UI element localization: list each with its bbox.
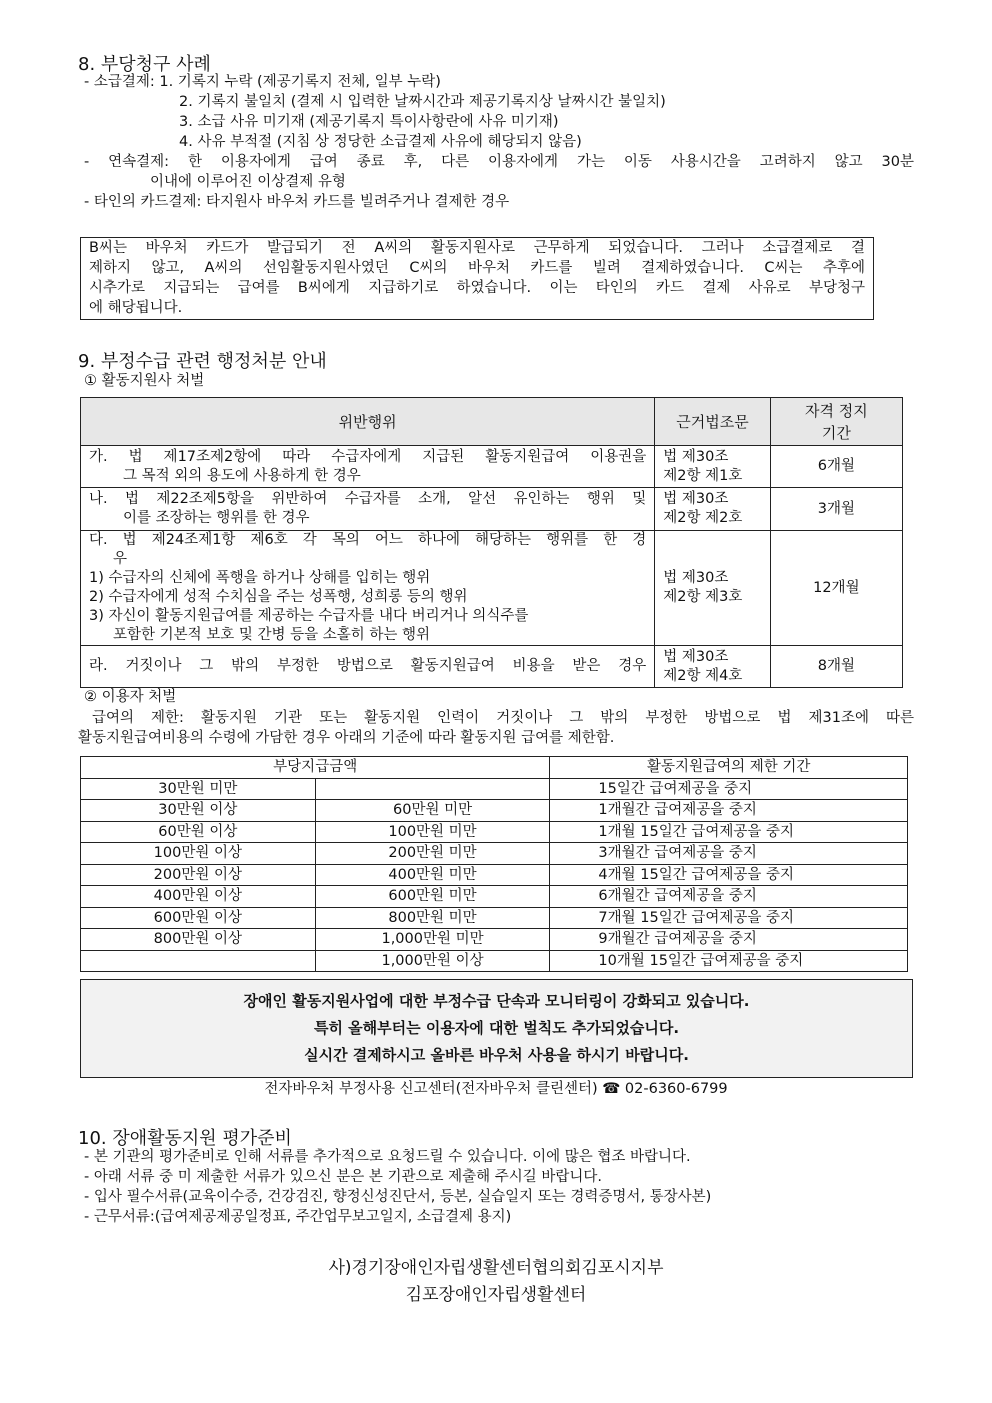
s9-sub-1: ① 활동지원사 처벌 bbox=[84, 373, 205, 389]
limit-cell: 10개월 15일간 급여제공을 중지 bbox=[550, 950, 908, 972]
s10-line-3: - 입사 필수서류(교육이수증, 건강검진, 향정신성진단서, 등본, 실습일지 또는 경력증명서, 통장사본) bbox=[84, 1189, 712, 1205]
s8-line-2: 2. 기록지 불일치 (결제 시 입력한 날짜시간과 제공기록지상 날짜시간 불일치) bbox=[179, 94, 666, 110]
basis-line: 제2항 제2호 bbox=[663, 510, 743, 526]
amount-to-cell: 1,000만원 이상 bbox=[315, 950, 550, 972]
table-header-row bbox=[81, 398, 903, 446]
s8-line-6: 이내에 이루어진 이상결제 유형 bbox=[150, 174, 346, 190]
section-8-title: 8. 부당청구 사례 bbox=[78, 54, 211, 75]
s10-line-1: - 본 기관의 평가준비로 인해 서류를 추가적으로 요청드릴 수 있습니다. 이에 많은 협조 바랍니다. bbox=[84, 1149, 691, 1165]
period-cell: 6개월 bbox=[770, 446, 902, 488]
basis-line: 법 제30조 bbox=[663, 491, 729, 507]
col-header-limit: 활동지원급여의 제한 기간 bbox=[550, 757, 908, 779]
table-row bbox=[81, 778, 908, 800]
section-10-title: 10. 장애활동지원 평가준비 bbox=[78, 1128, 292, 1149]
amount-from-cell: 60만원 이상 bbox=[81, 821, 316, 843]
limit-cell: 4개월 15일간 급여제공을 중지 bbox=[550, 864, 908, 886]
act-line: 3) 자신이 활동지원급여를 제공하는 수급자를 내다 버리거나 의식주를 bbox=[89, 608, 529, 624]
amount-from-cell: 100만원 이상 bbox=[81, 843, 316, 865]
basis-line: 법 제30조 bbox=[663, 448, 729, 465]
basis-line: 법 제30조 bbox=[663, 648, 729, 665]
act-line: 포함한 기본적 보호 및 간병 등을 소홀히 하는 행위 bbox=[113, 627, 431, 643]
amount-to-cell: 200만원 미만 bbox=[315, 843, 550, 865]
col-header-period bbox=[770, 398, 902, 446]
footer-org-1: 사)경기장애인자립생활센터협의회김포시지부 bbox=[328, 1258, 664, 1278]
period-cell: 8개월 bbox=[770, 646, 902, 688]
basis-cell bbox=[655, 531, 770, 646]
amount-from-cell: 800만원 이상 bbox=[81, 929, 316, 951]
footer-org-2: 김포장애인자립생활센터 bbox=[405, 1285, 587, 1305]
section-9-title: 9. 부정수급 관련 행정처분 안내 bbox=[78, 351, 327, 372]
amount-to-cell: 1,000만원 미만 bbox=[315, 929, 550, 951]
col-header-period-1: 자격 정지 bbox=[804, 401, 868, 420]
act-line: 이를 조장하는 행위를 한 경우 bbox=[123, 510, 310, 526]
act-line: 1) 수급자의 신체에 폭행을 하거나 상해를 입히는 행위 bbox=[89, 570, 431, 586]
table-row bbox=[81, 864, 908, 886]
amount-from-cell: 200만원 이상 bbox=[81, 864, 316, 886]
table-row bbox=[81, 446, 903, 488]
act-line: 우 bbox=[113, 551, 128, 567]
s8-line-1: - 소급결제: 1. 기록지 누락 (제공기록지 전체, 일부 누락) bbox=[84, 74, 441, 90]
table-row bbox=[81, 843, 908, 865]
s8-line-3: 3. 소급 사유 미기재 (제공기록지 특이사항란에 사유 미기재) bbox=[179, 114, 559, 130]
amount-from-cell bbox=[81, 950, 316, 972]
user-penalty-table bbox=[80, 756, 908, 972]
act-line: 2) 수급자에게 성적 수치심을 주는 성폭행, 성희롱 등의 행위 bbox=[89, 589, 468, 605]
amount-to-cell: 600만원 미만 bbox=[315, 886, 550, 908]
s9-para-1: 급여의 제한: 활동지원 기관 또는 활동지원 인력이 거짓이나 그 밖의 부정한 방법으로 법 제31조에 따른 bbox=[92, 710, 914, 726]
case-line-1: B씨는 바우처 카드가 발급되기 전 A씨의 활동지원사로 근무하게 되었습니다. 그러나 소급결제로 결 bbox=[89, 240, 865, 256]
act-line: 나. 법 제22조제5항을 위반하여 수급자를 소개, 알선 유인하는 행위 및 bbox=[89, 491, 647, 507]
table-row bbox=[81, 646, 903, 688]
period-cell: 12개월 bbox=[770, 531, 902, 646]
limit-cell: 15일간 급여제공을 중지 bbox=[550, 778, 908, 800]
case-line-2: 제하지 않고, A씨의 선임활동지원사였던 C씨의 바우처 카드를 빌려 결제하였습니다. C씨는 추후에 bbox=[89, 260, 865, 276]
table-row bbox=[81, 886, 908, 908]
amount-from-cell: 400만원 이상 bbox=[81, 886, 316, 908]
notice-line-3: 실시간 결제하시고 올바른 바우처 사용을 하시기 바랍니다. bbox=[304, 1046, 689, 1064]
basis-cell bbox=[655, 446, 770, 488]
table-row bbox=[81, 800, 908, 822]
basis-line: 법 제30조 bbox=[663, 570, 729, 586]
case-example-box bbox=[80, 237, 874, 320]
table-row bbox=[81, 488, 903, 531]
basis-cell bbox=[655, 488, 770, 531]
act-cell bbox=[81, 488, 655, 531]
notice-line-2: 특히 올해부터는 이용자에 대한 벌칙도 추가되었습니다. bbox=[313, 1019, 680, 1037]
act-line: 가. 법 제17조제2항에 따라 수급자에게 지급된 활동지원급여 이용권을 bbox=[89, 448, 647, 465]
table-row bbox=[81, 821, 908, 843]
s10-line-2: - 아래 서류 중 미 제출한 서류가 있으신 분은 본 기관으로 제출해 주시길 바랍니다. bbox=[84, 1169, 602, 1185]
limit-cell: 9개월간 급여제공을 중지 bbox=[550, 929, 908, 951]
s8-line-7: - 타인의 카드결제: 타지원사 바우처 카드를 빌려주거나 결제한 경우 bbox=[84, 194, 510, 210]
table-row bbox=[81, 907, 908, 929]
notice-box bbox=[80, 979, 913, 1078]
amount-from-cell: 30만원 이상 bbox=[81, 800, 316, 822]
amount-to-cell: 400만원 미만 bbox=[315, 864, 550, 886]
amount-from-cell: 30만원 미만 bbox=[81, 778, 316, 800]
s8-line-4: 4. 사유 부적절 (지침 상 정당한 소급결제 사유에 해당되지 않음) bbox=[179, 134, 582, 150]
act-cell bbox=[81, 646, 655, 688]
s9-sub-2: ② 이용자 처벌 bbox=[84, 689, 177, 705]
limit-cell: 7개월 15일간 급여제공을 중지 bbox=[550, 907, 908, 929]
col-header-amount: 부당지급금액 bbox=[81, 757, 550, 779]
case-line-4: 에 해당됩니다. bbox=[89, 300, 183, 316]
basis-line: 제2항 제4호 bbox=[663, 667, 743, 684]
notice-line-1: 장애인 활동지원사업에 대한 부정수급 단속과 모니터링이 강화되고 있습니다. bbox=[243, 992, 750, 1010]
case-line-3: 시추가로 지급되는 급여를 B씨에게 지급하기로 하였습니다. 이는 타인의 카드 결제 사유로 부당청구 bbox=[89, 280, 865, 296]
basis-cell bbox=[655, 646, 770, 688]
amount-to-cell bbox=[315, 778, 550, 800]
table-row bbox=[81, 531, 903, 646]
limit-cell: 1개월 15일간 급여제공을 중지 bbox=[550, 821, 908, 843]
limit-cell: 3개월간 급여제공을 중지 bbox=[550, 843, 908, 865]
report-center-line: 전자바우처 부정사용 신고센터(전자바우처 클린센터) ☎ 02-6360-6799 bbox=[264, 1081, 728, 1097]
limit-cell: 6개월간 급여제공을 중지 bbox=[550, 886, 908, 908]
act-cell bbox=[81, 446, 655, 488]
act-cell bbox=[81, 531, 655, 646]
basis-line: 제2항 제3호 bbox=[663, 589, 743, 605]
amount-from-cell: 600만원 이상 bbox=[81, 907, 316, 929]
amount-to-cell: 800만원 미만 bbox=[315, 907, 550, 929]
limit-cell: 1개월간 급여제공을 중지 bbox=[550, 800, 908, 822]
act-line: 그 목적 외의 용도에 사용하게 한 경우 bbox=[123, 467, 361, 484]
period-cell: 3개월 bbox=[770, 488, 902, 531]
s8-line-5: - 연속결제: 한 이용자에게 급여 종료 후, 다른 이용자에게 가는 이동 사용시간을 고려하지 않고 30분 bbox=[84, 154, 914, 170]
amount-to-cell: 100만원 미만 bbox=[315, 821, 550, 843]
s10-line-4: - 근무서류:(급여제공제공일정표, 주간업무보고일지, 소급결제 용지) bbox=[84, 1209, 512, 1225]
amount-to-cell: 60만원 미만 bbox=[315, 800, 550, 822]
act-line: 다. 법 제24조제1항 제6호 각 목의 어느 하나에 해당하는 행위를 한 경 bbox=[89, 532, 647, 548]
act-line: 라. 거짓이나 그 밖의 부정한 방법으로 활동지원급여 비용을 받은 경우 bbox=[89, 658, 647, 674]
col-header-period-2: 기간 bbox=[821, 423, 851, 442]
table-row bbox=[81, 929, 908, 951]
col-header-act: 위반행위 bbox=[81, 398, 655, 446]
worker-penalty-table bbox=[80, 397, 903, 688]
col-header-basis: 근거법조문 bbox=[655, 398, 770, 446]
table-row bbox=[81, 950, 908, 972]
table-header-row bbox=[81, 757, 908, 779]
s9-para-2: 활동지원급여비용의 수령에 가담한 경우 아래의 기준에 따라 활동지원 급여를 제한함. bbox=[78, 730, 615, 746]
basis-line: 제2항 제1호 bbox=[663, 467, 743, 484]
